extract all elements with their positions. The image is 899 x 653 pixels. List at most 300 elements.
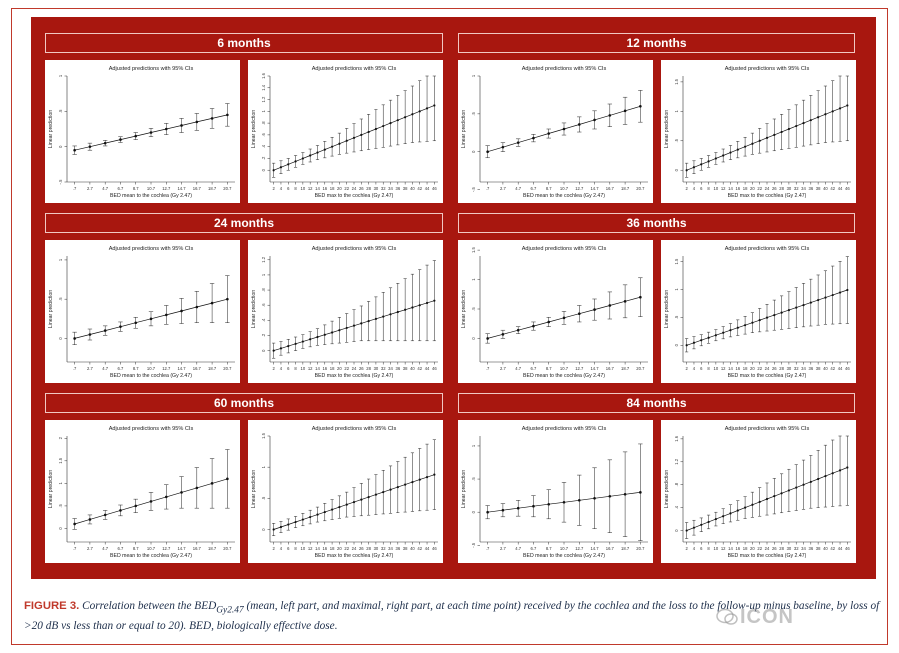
x-tick-label: 6.7 <box>117 546 124 551</box>
data-point <box>517 329 520 332</box>
data-point <box>134 321 137 324</box>
x-tick-label: 38 <box>402 546 408 551</box>
y-axis-label: Linear prediction <box>251 289 257 329</box>
y-tick-label: 1.6 <box>674 435 679 442</box>
y-axis-label: Linear prediction <box>664 289 670 329</box>
data-point <box>211 482 214 485</box>
data-point <box>331 508 333 510</box>
data-point <box>788 309 790 311</box>
panel-heading: 12 months <box>458 33 855 53</box>
data-point <box>788 489 790 491</box>
y-tick-label: 1.6 <box>261 73 266 79</box>
data-point <box>287 523 289 525</box>
data-point <box>737 149 739 151</box>
data-point <box>846 466 848 468</box>
data-point <box>639 105 642 108</box>
data-point <box>150 318 153 321</box>
chart-svg <box>661 60 856 203</box>
x-tick-label: 14.7 <box>177 546 186 551</box>
data-point <box>737 509 739 511</box>
data-point <box>802 122 804 124</box>
data-point <box>273 350 275 352</box>
data-point <box>686 529 688 531</box>
x-tick-label: .7 <box>72 366 77 371</box>
data-point <box>593 497 596 500</box>
chart-panel <box>248 420 443 563</box>
chart-svg <box>248 420 443 563</box>
x-tick-label: 32 <box>793 546 799 551</box>
data-point <box>715 157 717 159</box>
x-tick-label: 36 <box>395 186 401 191</box>
chart-title: Adjusted predictions with 95% CIs <box>108 66 194 72</box>
x-tick-label: 6.7 <box>530 366 537 371</box>
data-point <box>824 296 826 298</box>
data-point <box>832 294 834 296</box>
x-tick-label: 16 <box>735 186 741 191</box>
x-tick-label: 18.7 <box>621 186 630 191</box>
chart-panel <box>248 60 443 203</box>
y-tick-label: 0 <box>471 337 476 340</box>
data-point <box>294 160 296 162</box>
data-point <box>287 345 289 347</box>
caption-subscript: Gy2.47 <box>216 605 244 616</box>
data-point <box>382 315 384 317</box>
data-point <box>280 526 282 528</box>
data-point <box>532 505 535 508</box>
data-point <box>700 339 702 341</box>
x-tick-label: 20.7 <box>636 366 645 371</box>
chart-panel <box>458 420 653 563</box>
data-point <box>563 317 566 320</box>
x-tick-label: 14 <box>315 366 320 371</box>
x-tick-label: .7 <box>72 186 77 191</box>
x-tick-label: .7 <box>485 186 490 191</box>
data-point <box>302 157 304 159</box>
x-tick-label: 20 <box>750 546 755 551</box>
x-tick-label: 12 <box>307 186 313 191</box>
data-point <box>502 146 505 149</box>
x-tick-label: 12.7 <box>162 546 171 551</box>
data-point <box>280 166 282 168</box>
data-point <box>150 131 153 134</box>
x-tick-label: 20 <box>750 366 755 371</box>
data-point <box>547 132 550 135</box>
x-tick-label: 10 <box>300 546 306 551</box>
data-point <box>331 331 333 333</box>
y-tick-label: -.5 <box>471 542 476 548</box>
data-point <box>324 149 326 151</box>
data-point <box>751 143 753 145</box>
x-tick-label: 6.7 <box>530 546 537 551</box>
caption-text-after: (mean, left part, and maximal, right part, at each time point) received by the cochlea and the loss to the follow-up minus baseline, by loss of >20 dB vs less than or equal to 20). BED, biologically effective dose. <box>24 600 880 633</box>
data-point <box>846 289 848 291</box>
data-point <box>324 334 326 336</box>
x-axis-label: BED max to the cochlea (Gy 2.47) <box>314 553 394 559</box>
panel-heading: 24 months <box>45 213 443 233</box>
y-tick-label: 1.5 <box>58 457 63 464</box>
data-point <box>338 329 340 331</box>
x-tick-label: 18.7 <box>208 186 217 191</box>
chart-panel <box>45 60 240 203</box>
x-tick-label: 10 <box>300 186 306 191</box>
data-point <box>686 169 688 171</box>
y-tick-label: 0 <box>261 349 266 352</box>
data-point <box>273 528 275 530</box>
chart-title: Adjusted predictions with 95% CIs <box>521 66 607 72</box>
data-point <box>839 469 841 471</box>
x-tick-label: 28 <box>366 546 371 551</box>
x-tick-label: 10 <box>713 546 719 551</box>
data-point <box>119 138 122 141</box>
x-tick-label: 12.7 <box>162 366 171 371</box>
data-point <box>338 506 340 508</box>
data-point <box>426 476 428 478</box>
x-tick-label: 20.7 <box>223 366 232 371</box>
data-point <box>150 500 153 503</box>
x-tick-label: 16.7 <box>192 366 201 371</box>
data-point <box>375 318 377 320</box>
chart-panel <box>45 420 240 563</box>
x-axis-label: BED mean to the cochlea (Gy 2.47) <box>523 373 605 379</box>
data-point <box>196 121 199 124</box>
data-point <box>547 321 550 324</box>
x-tick-label: 20 <box>337 366 342 371</box>
panel-heading: 60 months <box>45 393 443 413</box>
x-tick-label: 18.7 <box>621 366 630 371</box>
chart-svg <box>45 420 240 563</box>
y-axis-label: Linear prediction <box>48 109 54 149</box>
chart-svg <box>458 240 653 383</box>
x-tick-label: 22 <box>757 186 763 191</box>
chart-title: Adjusted predictions with 95% CIs <box>311 246 397 252</box>
y-axis-label: Linear prediction <box>461 109 467 149</box>
x-tick-label: 38 <box>402 186 408 191</box>
y-tick-label: .5 <box>674 315 679 320</box>
data-point <box>795 486 797 488</box>
y-tick-label: 1.2 <box>261 256 266 263</box>
data-point <box>781 492 783 494</box>
x-tick-label: 42 <box>417 186 423 191</box>
y-tick-label: 1.2 <box>261 96 266 103</box>
data-point <box>593 119 596 122</box>
x-tick-label: 6.7 <box>530 186 537 191</box>
x-tick-label: 18 <box>329 546 335 551</box>
data-point <box>839 291 841 293</box>
x-tick-label: 30 <box>373 366 379 371</box>
data-point <box>486 150 489 153</box>
x-tick-label: 14 <box>728 546 733 551</box>
x-tick-label: 14.7 <box>590 546 599 551</box>
x-tick-label: 18 <box>742 546 748 551</box>
data-point <box>781 131 783 133</box>
data-point <box>759 501 761 503</box>
data-point <box>532 325 535 328</box>
chart-svg <box>248 240 443 383</box>
x-tick-label: 44 <box>837 546 843 551</box>
x-tick-label: 18.7 <box>208 546 217 551</box>
chart-svg <box>458 420 653 563</box>
x-tick-label: 16.7 <box>605 546 614 551</box>
data-point <box>433 300 435 302</box>
data-point <box>609 114 612 117</box>
x-tick-label: 36 <box>395 546 401 551</box>
y-axis-label: Linear prediction <box>664 469 670 509</box>
x-tick-label: 18 <box>742 366 748 371</box>
x-tick-label: 46 <box>432 546 437 551</box>
data-point <box>404 484 406 486</box>
data-point <box>389 489 391 491</box>
x-axis-label: BED max to the cochlea (Gy 2.47) <box>727 373 807 379</box>
y-tick-label: .6 <box>261 303 266 307</box>
chart-panel <box>661 240 856 383</box>
x-tick-label: 30 <box>786 366 792 371</box>
x-tick-label: 24 <box>351 546 357 551</box>
x-tick-label: .7 <box>485 366 490 371</box>
chart-panel <box>661 420 856 563</box>
data-point <box>517 507 520 510</box>
y-tick-label: 1 <box>471 278 476 281</box>
x-tick-label: 44 <box>424 366 430 371</box>
x-tick-label: 24 <box>764 186 770 191</box>
y-tick-label: .5 <box>471 307 476 311</box>
x-tick-label: 8.7 <box>132 366 139 371</box>
y-tick-label: 0 <box>471 150 476 153</box>
data-point <box>707 160 709 162</box>
x-tick-label: 24 <box>351 366 357 371</box>
x-tick-label: 46 <box>432 366 437 371</box>
x-tick-label: 44 <box>837 366 843 371</box>
panel-heading: 6 months <box>45 33 443 53</box>
y-axis-label: Linear prediction <box>664 109 670 149</box>
data-point <box>316 151 318 153</box>
data-point <box>802 484 804 486</box>
x-tick-label: 4.7 <box>515 186 522 191</box>
chart-panel <box>45 240 240 383</box>
data-point <box>309 154 311 156</box>
x-tick-label: 32 <box>380 546 386 551</box>
chart-panel <box>458 240 653 383</box>
data-point <box>104 329 107 332</box>
data-point <box>426 107 428 109</box>
data-point <box>165 496 168 499</box>
x-tick-label: 42 <box>830 366 836 371</box>
x-axis-label: BED max to the cochlea (Gy 2.47) <box>727 193 807 199</box>
y-tick-label: .5 <box>471 112 476 116</box>
data-point <box>89 333 92 336</box>
y-tick-label: .5 <box>58 297 63 301</box>
y-tick-label: 0 <box>471 511 476 514</box>
x-tick-label: 8 <box>294 186 297 191</box>
chart-panel <box>661 60 856 203</box>
data-point <box>729 151 731 153</box>
data-point <box>517 141 520 144</box>
x-tick-label: 30 <box>373 186 379 191</box>
x-tick-label: 26 <box>771 186 777 191</box>
y-tick-label: .8 <box>674 482 679 487</box>
data-point <box>715 334 717 336</box>
y-tick-label: 1.5 <box>261 433 266 439</box>
y-tick-label: 1 <box>58 482 63 485</box>
x-tick-label: 8.7 <box>545 366 552 371</box>
y-tick-label: .5 <box>261 496 266 501</box>
data-point <box>624 300 627 303</box>
x-tick-label: 12 <box>307 546 313 551</box>
data-point <box>737 327 739 329</box>
x-tick-label: 2 <box>272 366 275 371</box>
chart-title: Adjusted predictions with 95% CIs <box>724 426 810 432</box>
data-point <box>287 163 289 165</box>
data-point <box>502 333 505 336</box>
x-tick-label: .7 <box>485 546 490 551</box>
x-tick-label: 32 <box>380 186 386 191</box>
x-tick-label: 8.7 <box>545 186 552 191</box>
x-axis-label: BED max to the cochlea (Gy 2.47) <box>314 373 394 379</box>
y-tick-label: 0 <box>674 344 679 347</box>
x-tick-label: 40 <box>823 366 828 371</box>
chart-svg <box>661 240 856 383</box>
data-point <box>294 343 296 345</box>
panel-heading: 84 months <box>458 393 855 413</box>
x-tick-label: 12 <box>720 186 726 191</box>
chart-panel <box>248 240 443 383</box>
data-point <box>389 122 391 124</box>
data-point <box>196 487 199 490</box>
x-tick-label: 8 <box>707 546 710 551</box>
x-tick-label: 26 <box>771 546 777 551</box>
data-point <box>180 124 183 127</box>
data-point <box>486 511 489 514</box>
x-tick-label: 24 <box>351 186 357 191</box>
data-point <box>411 113 413 115</box>
data-point <box>273 169 275 171</box>
x-tick-label: 36 <box>395 366 401 371</box>
x-tick-label: 2.7 <box>499 546 506 551</box>
x-tick-label: 16.7 <box>192 546 201 551</box>
data-point <box>547 503 550 506</box>
y-tick-label: 1 <box>261 273 266 277</box>
x-tick-label: 16 <box>735 366 741 371</box>
x-tick-label: 4.7 <box>102 186 109 191</box>
data-point <box>609 495 612 498</box>
x-tick-label: 6 <box>700 366 703 371</box>
x-tick-label: 44 <box>837 186 843 191</box>
x-tick-label: 4.7 <box>102 366 109 371</box>
x-tick-label: 46 <box>845 186 850 191</box>
x-tick-label: 4 <box>279 366 283 371</box>
data-point <box>624 110 627 113</box>
data-point <box>693 527 695 529</box>
data-point <box>331 146 333 148</box>
x-tick-label: 10.7 <box>559 546 569 551</box>
x-tick-label: 20.7 <box>223 546 232 551</box>
x-tick-label: 12.7 <box>575 186 584 191</box>
data-point <box>294 521 296 523</box>
data-point <box>411 481 413 483</box>
data-point <box>397 486 399 488</box>
data-point <box>226 298 229 301</box>
data-point <box>309 338 311 340</box>
x-tick-label: 10.7 <box>146 546 156 551</box>
chart-svg <box>45 60 240 203</box>
x-tick-label: 6 <box>287 186 290 191</box>
y-tick-label: 0 <box>261 169 266 172</box>
data-point <box>134 135 137 138</box>
x-tick-label: 42 <box>417 546 423 551</box>
x-tick-label: 18.7 <box>621 546 630 551</box>
data-point <box>309 516 311 518</box>
x-tick-label: 46 <box>845 366 850 371</box>
x-tick-label: 2.7 <box>499 366 506 371</box>
data-point <box>324 511 326 513</box>
x-tick-label: 14.7 <box>177 186 186 191</box>
data-point <box>759 319 761 321</box>
y-tick-label: .5 <box>674 139 679 143</box>
caption-text-before: Correlation between the BED <box>79 600 217 612</box>
y-tick-label: 1 <box>261 466 266 469</box>
x-tick-label: 8 <box>294 366 297 371</box>
x-tick-label: 44 <box>424 186 430 191</box>
data-point <box>817 299 819 301</box>
x-tick-label: 12.7 <box>575 366 584 371</box>
data-point <box>404 309 406 311</box>
x-tick-label: 14 <box>728 186 733 191</box>
x-axis-label: BED max to the cochlea (Gy 2.47) <box>727 553 807 559</box>
data-point <box>715 518 717 520</box>
data-point <box>700 524 702 526</box>
chat-bubble-icon <box>716 608 738 626</box>
data-point <box>795 307 797 309</box>
x-tick-label: 2 <box>685 186 688 191</box>
x-tick-label: 18 <box>329 186 335 191</box>
x-tick-label: 28 <box>366 186 371 191</box>
data-point <box>846 104 848 106</box>
y-tick-label: .8 <box>261 121 266 125</box>
chart-title: Adjusted predictions with 95% CIs <box>311 426 397 432</box>
x-tick-label: .7 <box>72 546 77 551</box>
chart-svg <box>45 240 240 383</box>
x-tick-label: 20.7 <box>636 186 645 191</box>
chart-title: Adjusted predictions with 95% CIs <box>108 426 194 432</box>
x-tick-label: 10.7 <box>559 366 569 371</box>
x-tick-label: 14 <box>315 186 320 191</box>
x-tick-label: 2 <box>272 546 275 551</box>
x-axis-label: BED mean to the cochlea (Gy 2.47) <box>523 553 605 559</box>
data-point <box>360 134 362 136</box>
x-tick-label: 34 <box>388 186 393 191</box>
data-point <box>578 312 581 315</box>
data-point <box>751 504 753 506</box>
x-tick-label: 4 <box>692 186 696 191</box>
data-point <box>609 304 612 307</box>
x-tick-label: 26 <box>771 366 777 371</box>
x-tick-label: 16.7 <box>192 186 201 191</box>
y-axis-label: Linear prediction <box>251 469 257 509</box>
x-tick-label: 38 <box>815 546 821 551</box>
data-point <box>165 314 168 317</box>
y-tick-label: 0 <box>58 337 63 340</box>
x-tick-label: 20 <box>337 186 342 191</box>
data-point <box>360 322 362 324</box>
x-tick-label: 18.7 <box>208 366 217 371</box>
chart-panel <box>458 60 653 203</box>
y-tick-label: .6 <box>261 133 266 137</box>
x-tick-label: 18 <box>329 366 335 371</box>
x-tick-label: 6.7 <box>117 366 124 371</box>
data-point <box>729 329 731 331</box>
y-tick-label: -.5 <box>471 187 476 193</box>
x-tick-label: 40 <box>410 186 415 191</box>
watermark-text: ICON <box>740 606 794 628</box>
